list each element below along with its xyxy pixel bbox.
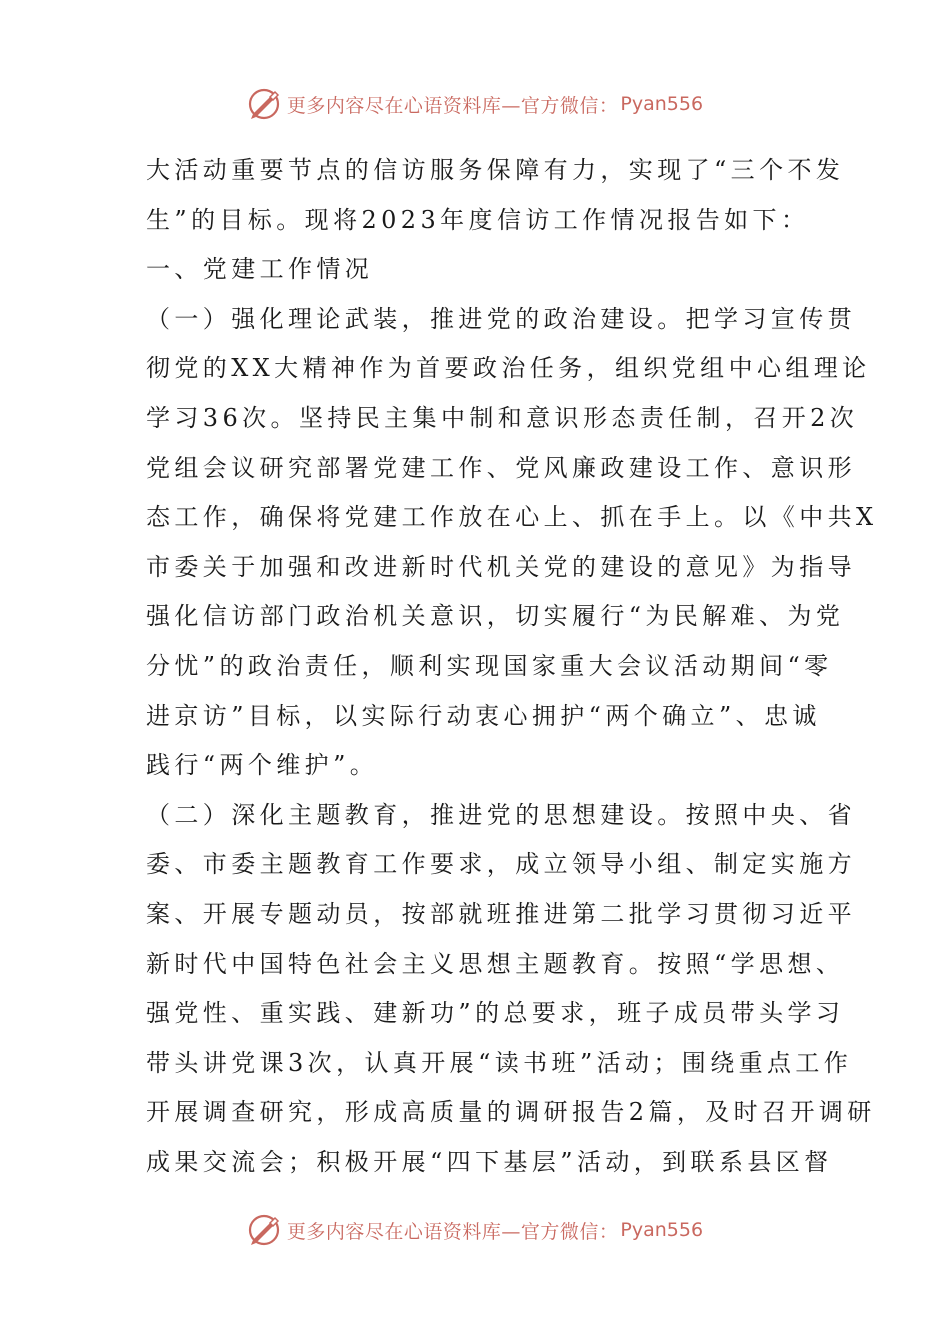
- text-line: 态工作，确保将党建工作放在心上、抓在手上。以《中共X: [146, 503, 878, 532]
- watermark-footer: [0, 1210, 950, 1250]
- watermark-text: 更多内容尽在心语资料库—官方微信：: [286, 1220, 619, 1243]
- text-line: 开展调查研究，形成高质量的调研报告2篇，及时召开调研: [146, 1098, 876, 1127]
- watermark-wechat-id: Pyan556: [620, 1219, 704, 1241]
- text-line: 分忧”的政治责任，顺利实现国家重大会议活动期间“零: [146, 651, 833, 680]
- watermark-wechat-id: Pyan556: [620, 93, 704, 115]
- text-line: 案、开展专题动员，按部就班推进第二批学习贯彻习近平: [146, 899, 856, 928]
- text-line: 带头讲党课3次，认真开展“读书班”活动；围绕重点工作: [146, 1048, 853, 1077]
- text-line: 学习36次。坚持民主集中制和意识形态责任制，召开2次: [146, 403, 859, 432]
- text-line: 践行“两个维护”。: [146, 751, 379, 780]
- document-body: [146, 146, 878, 1187]
- text-line: 市委关于加强和改进新时代机关党的建设的意见》为指导: [146, 552, 856, 581]
- text-line: 成果交流会；积极开展“四下基层”活动，到联系县区督: [146, 1147, 833, 1176]
- text-line: （二）深化主题教育，推进党的思想建设。按照中央、省: [146, 800, 856, 829]
- text-line: 彻党的XX大精神作为首要政治任务，组织党组中心组理论: [146, 354, 871, 383]
- watermark-text: 更多内容尽在心语资料库—官方微信：: [286, 94, 619, 117]
- text-line: 党组会议研究部署党建工作、党风廉政建设工作、意识形: [146, 453, 856, 482]
- text-line: 强党性、重实践、建新功”的总要求，班子成员带头学习: [146, 999, 845, 1028]
- text-line: 委、市委主题教育工作要求，成立领导小组、制定实施方: [146, 850, 856, 879]
- pen-logo-icon: [247, 1213, 281, 1247]
- pen-logo-icon: [247, 87, 281, 121]
- text-line: 强化信访部门政治机关意识，切实履行“为民解难、为党: [146, 602, 845, 631]
- watermark-header: [0, 84, 950, 124]
- text-line: 进京访”目标，以实际行动衷心拥护“两个确立”、忠诚: [146, 701, 821, 730]
- text-line: （一）强化理论武装，推进党的政治建设。把学习宣传贯: [146, 304, 856, 333]
- text-line: 生”的目标。现将2023年度信访工作情况报告如下：: [146, 205, 810, 234]
- text-line: 新时代中国特色社会主义思想主题教育。按照“学思想、: [146, 949, 845, 978]
- text-line: 大活动重要节点的信访服务保障有力，实现了“三个不发: [146, 156, 845, 184]
- section-heading: 一、党建工作情况: [146, 255, 374, 284]
